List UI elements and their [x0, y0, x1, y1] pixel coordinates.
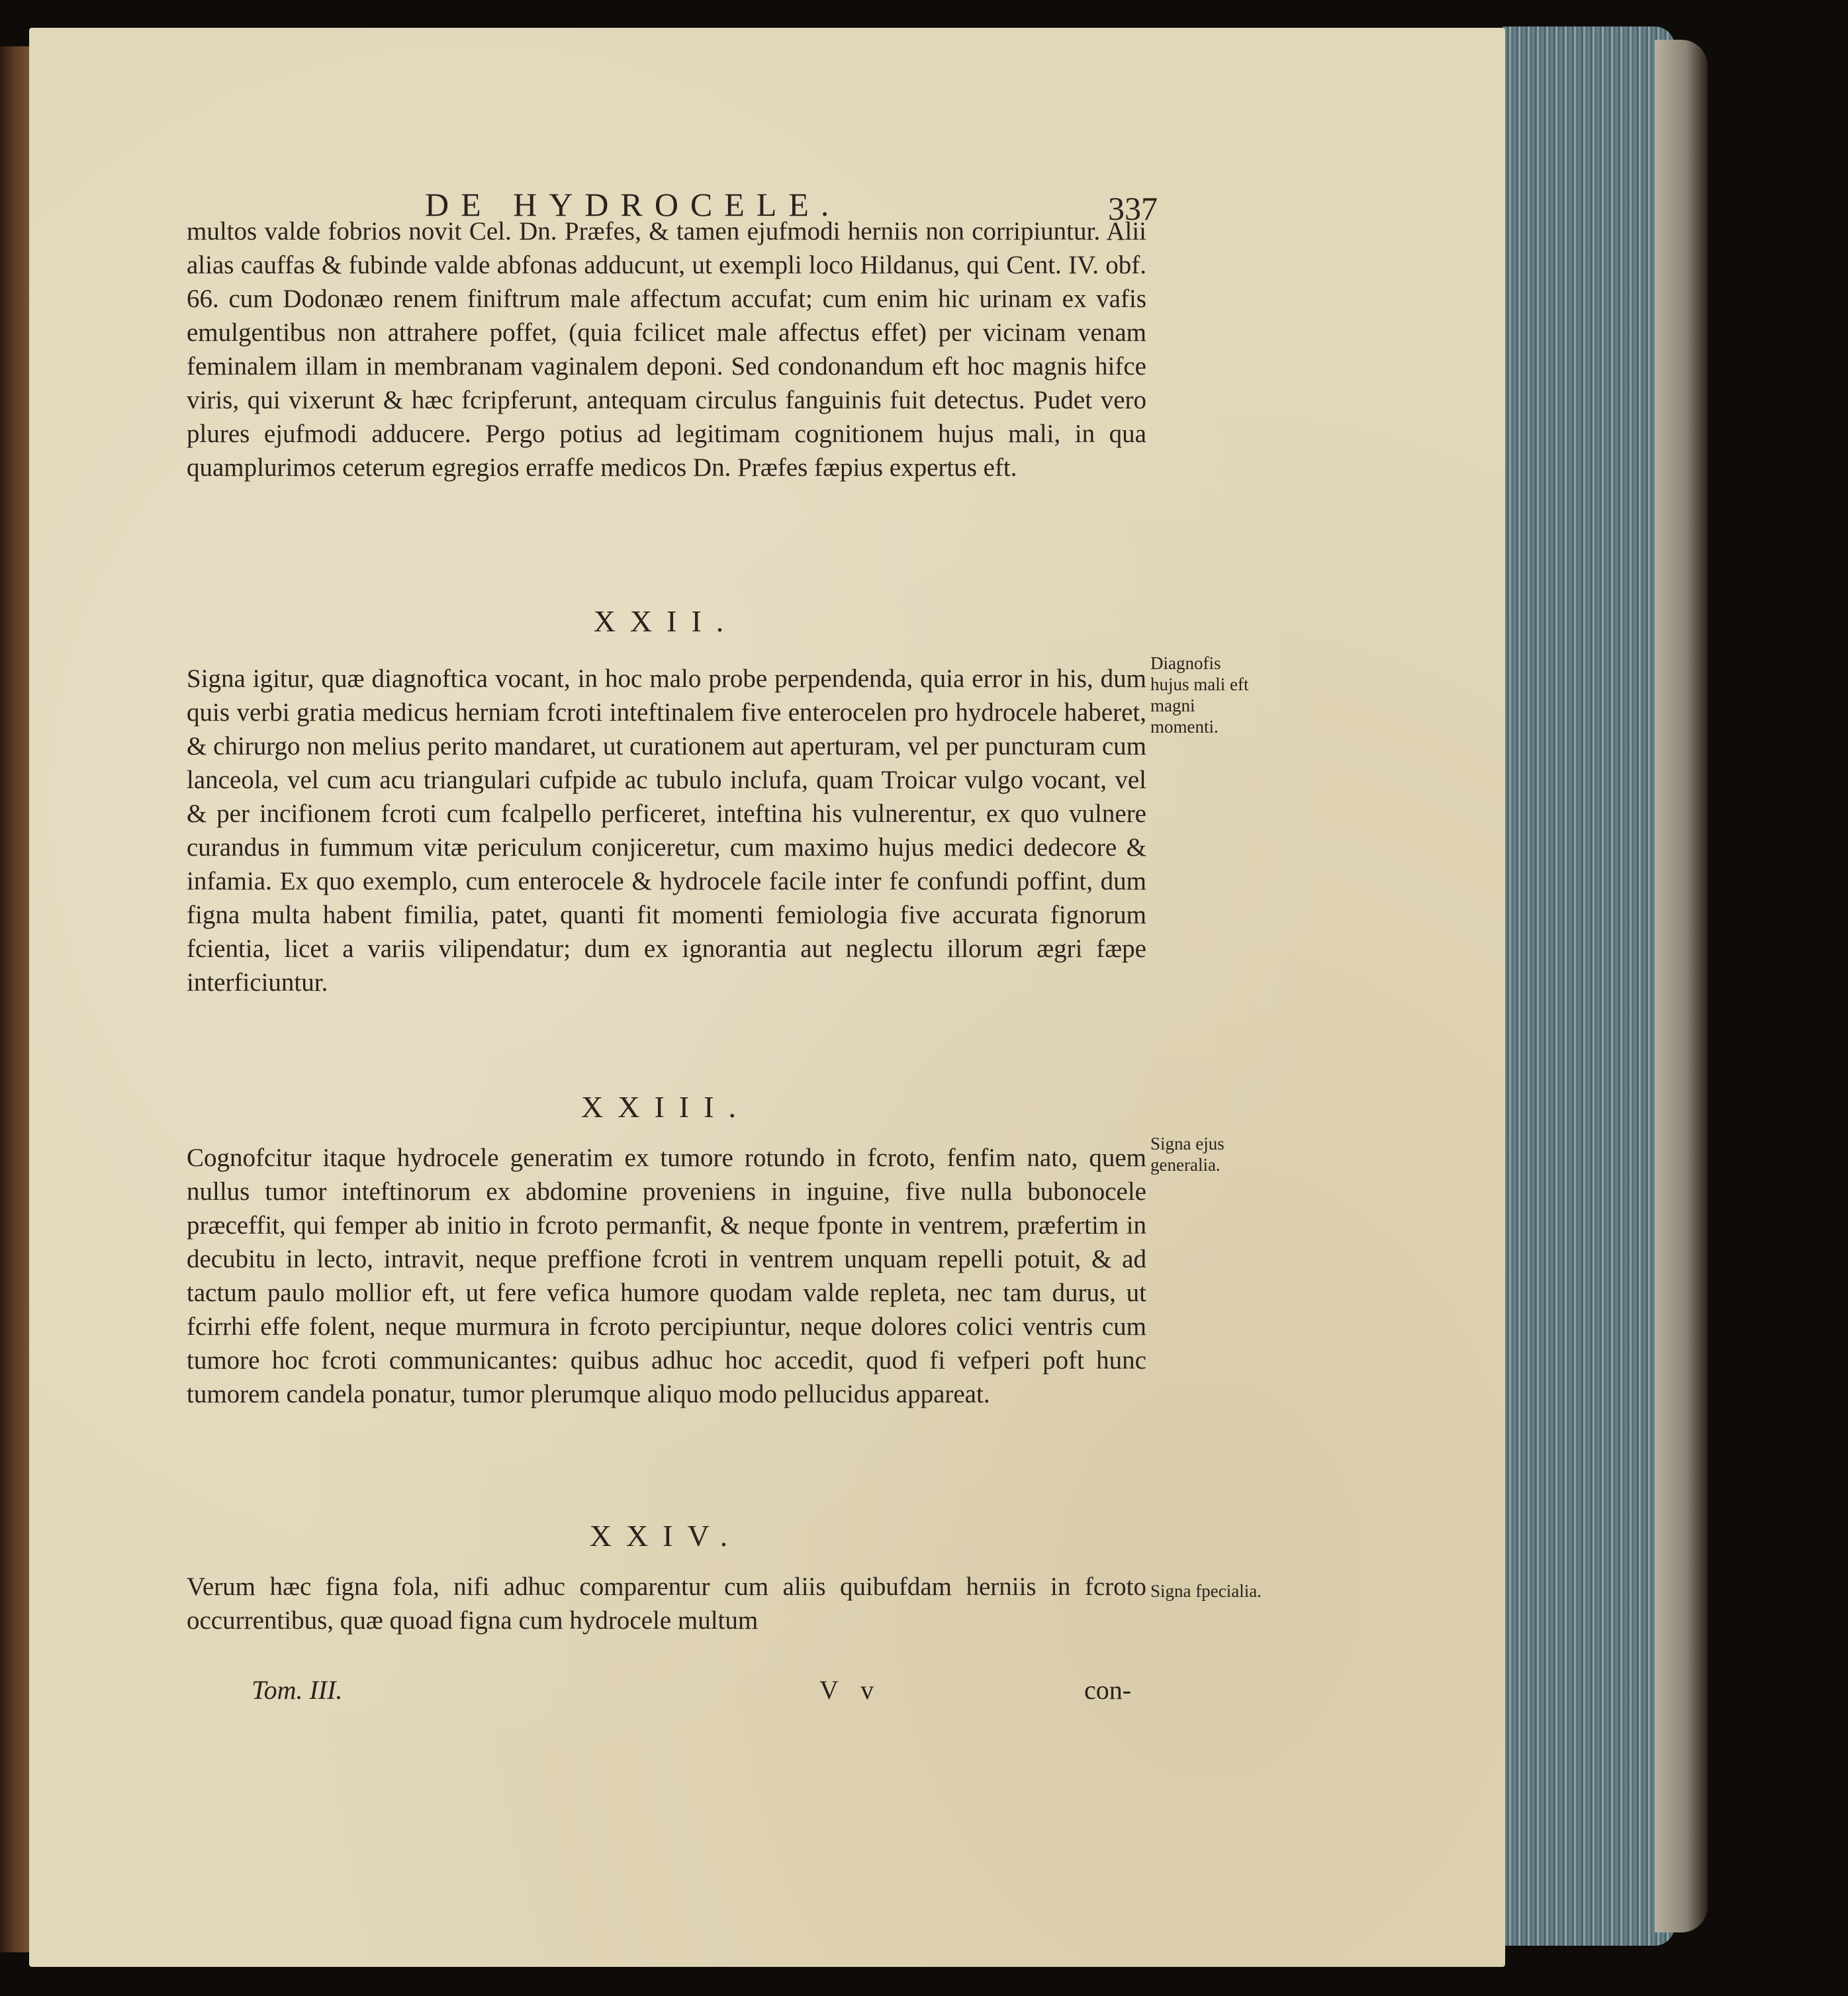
book-cover-edge	[1655, 40, 1708, 1932]
page-header-title: DE HYDROCELE.	[425, 186, 841, 223]
margin-note-xxiii: Signa ejus generalia.	[1150, 1134, 1224, 1175]
intro-paragraph: multos valde fobrios novit Cel. Dn. Præfes, & tamen ejufmodi herniis non corripiuntur. Alii alias cauffas & fubinde valde abfonas adducunt, ut exempli loco Hildanus, qui Cent. IV. obf. 66. cum Dodonæo renem finiftrum male affectum accufat; cum enim hic urinam ex vafis emulgentibus non attrahere poffet, (quia fcilicet male affectus effet) per vicinam venam feminalem illam in membranam vaginalem deponi. Sed condonandum eft hoc magnis hifce viris, qui vixerunt & hæc fcripferunt, antequam circulus fanguinis fuit detectus. Pudet vero plures ejufmodi adducere. Pergo potius ad legitimam cognitionem hujus mali, in qua quamplurimos ceterum egregios erraffe medicos Dn. Præfes fæpius expertus eft.	[187, 217, 1146, 482]
volume-label: Tom. III.	[252, 1675, 343, 1705]
facing-page-edge	[0, 46, 32, 1952]
section-heading-xxiii: XXIII.	[581, 1090, 751, 1124]
signature-mark: V v	[819, 1675, 882, 1705]
section-xxiii-paragraph: Cognofcitur itaque hydrocele generatim ex tumore rotundo in fcroto, fenfim nato, quem nullus tumor inteftinorum ex abdomine proveniens in inguine, five nulla bubonocele præceffit, qui femper ab initio in fcroto permanfit, & neque fponte in ventrem, præfertim in decubitu in lecto, intravit, neque preffione fcroti in ventrem unquam repelli potuit, & ad tactum paulo mollior eft, ut fere vefica humore quodam valde repleta, nec tam durus, ut fcirrhi effe folent, neque murmura in fcroto percipiuntur, neque dolores colici ventris cum tumore hoc fcroti communicantes: quibus adhuc hoc accedit, quod fi vefperi poft hunc tumorem candela ponatur, tumor plerumque aliquo modo pellucidus appareat.	[187, 1144, 1146, 1408]
page-number: 337	[1108, 190, 1158, 227]
section-xxii-paragraph: Signa igitur, quæ diagnoftica vocant, in hoc malo probe perpendenda, quia error in his, dum quis verbi gratia medicus herniam fcroti inteftinalem five enterocelen pro hydrocele haberet, & chirurgo non melius perito mandaret, ut curationem aut aperturam, vel per puncturam cum lanceola, vel cum acu triangulari cufpide ac tubulo inclufa, quam Troicar vulgo vocant, vel & per incifionem fcroti cum fcalpello perficeret, inteftina his vulnerentur, ex quo vulnere curandus in fummum vitæ periculum conjiceretur, cum maximo hujus medici dedecore & infamia. Ex quo exemplo, cum enterocele & hydrocele facile inter fe confundi poffint, dum figna multa habent fimilia, patet, quanti fit momenti femiologia five accurata fignorum fcientia, licet a variis vilipendatur; dum ex ignorantia aut neglectu illorum ægri fæpe interficiuntur.	[187, 664, 1146, 997]
book-page	[29, 28, 1505, 1967]
book-page-edges	[1502, 26, 1675, 1946]
section-xxiv-paragraph: Verum hæc figna fola, nifi adhuc comparentur cum aliis quibufdam herniis in fcroto occurrentibus, quæ quoad figna cum hydrocele multum	[187, 1572, 1146, 1635]
margin-note-xxiv: Signa fpecialia.	[1150, 1581, 1262, 1601]
margin-note-xxii: Diagnofis hujus mali eft magni momenti.	[1150, 653, 1249, 737]
catchword: con-	[1084, 1675, 1132, 1705]
page-footer	[29, 1674, 1505, 1714]
section-heading-xxiv: XXIV.	[589, 1519, 743, 1553]
section-heading-xxii: XXII.	[593, 604, 739, 638]
